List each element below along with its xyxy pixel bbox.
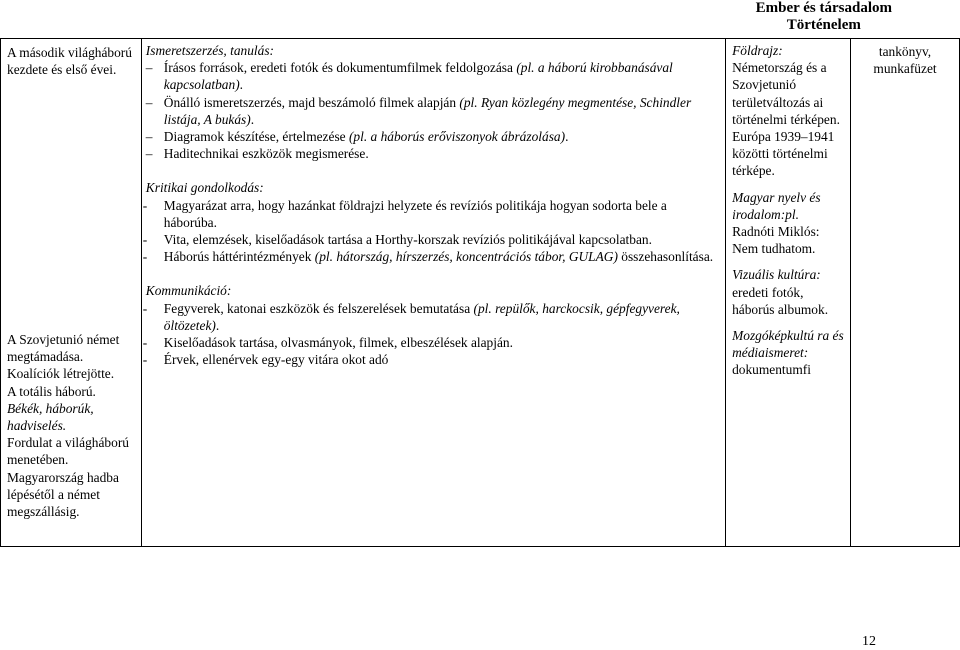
list-item: – Diagramok készítése, értelmezése (pl. a háborús erőviszonyok ábrázolása).	[146, 128, 721, 145]
header-subject: Ember és társadalom	[755, 0, 892, 16]
topic-item: A Szovjetunió német megtámadása.	[7, 332, 120, 365]
connection-label-visual: Vizuális kultúra:	[732, 267, 821, 283]
header-discipline: Történelem	[786, 16, 861, 33]
list-item: - Fegyverek, katonai eszközök és felszerelések bemutatása (pl. repülők, harckocsik, gépfegyverek, öltözetek).	[146, 300, 721, 334]
connection-text-visual: eredeti fotók, háborús albumok.	[732, 284, 829, 317]
knowledge-list	[146, 59, 721, 162]
curriculum-table	[0, 38, 960, 547]
connection-text-geography: Németország és a Szovjetunió területváltozás ai történelmi térképen. Európa 1939–1941 közötti történelmi térképe.	[732, 60, 840, 179]
connection-label-media: Mozgóképkultú ra és médiaismeret:	[732, 328, 844, 361]
list-item: - Kiselőadások tartása, olvasmányok, filmek, elbeszélések alapján.	[146, 334, 721, 351]
list-item: – Önálló ismeretszerzés, majd beszámoló filmek alapján (pl. Ryan közlegény megmentése, Schindler listája, A bukás).	[146, 94, 721, 128]
topic-item: Magyarország hadba lépésétől a német megszállásig.	[7, 469, 119, 520]
topics-top	[7, 44, 139, 78]
list-item: - Érvek, ellenérvek egy-egy vitára okot adó	[146, 351, 721, 368]
connection-text-media: dokumentumfi	[732, 362, 811, 378]
section-title-knowledge: Ismeretszerzés, tanulás:	[145, 43, 274, 58]
document-header	[756, 0, 892, 33]
topics-cell	[1, 39, 142, 547]
list-item: - Magyarázat arra, hogy hazánkat földrajzi helyzete és revíziós politikája hogyan sodorta bele a háborúba.	[146, 197, 721, 231]
materials-cell	[851, 39, 960, 547]
list-item: - Vita, elemzések, kiselőadások tartása a Horthy-korszak revíziós politikájával kapcsolatban.	[146, 231, 721, 248]
connections-cell	[726, 39, 851, 547]
list-item: – Haditechnikai eszközök megismerése.	[146, 145, 721, 162]
communication-list	[146, 300, 721, 369]
activities-cell	[141, 39, 725, 547]
page-number: 12	[862, 634, 876, 649]
topics-bottom	[7, 331, 139, 520]
connection-text-literature: Radnóti Miklós: Nem tudhatom.	[732, 224, 820, 257]
topic-item: Békék, háborúk, hadviselés.	[7, 400, 94, 434]
section-title-critical: Kritikai gondolkodás:	[145, 180, 264, 196]
materials-text: tankönyv, munkafüzet	[873, 44, 937, 77]
topic-item: A totális háború.	[7, 383, 96, 399]
topic-item: Fordulat a világháború menetében.	[7, 435, 129, 468]
list-item: - Háborús háttérintézmények (pl. hátország, hírszerzés, koncentrációs tábor, GULAG) összehasonlítása.	[146, 248, 721, 265]
topic-item: A második világháború kezdete és első évei.	[7, 45, 132, 78]
table-row	[1, 39, 960, 547]
connection-label-geography: Földrajz:	[732, 43, 783, 58]
section-title-communication: Kommunikáció:	[145, 283, 232, 299]
topic-item: Koalíciók létrejötte.	[7, 366, 115, 382]
critical-list	[146, 197, 721, 266]
list-item: – Írásos források, eredeti fotók és dokumentumfilmek feldolgozása (pl. a háború kirobbanásával kapcsolatban).	[146, 59, 721, 93]
connection-label-literature: Magyar nyelv és irodalom:pl.	[732, 189, 821, 222]
